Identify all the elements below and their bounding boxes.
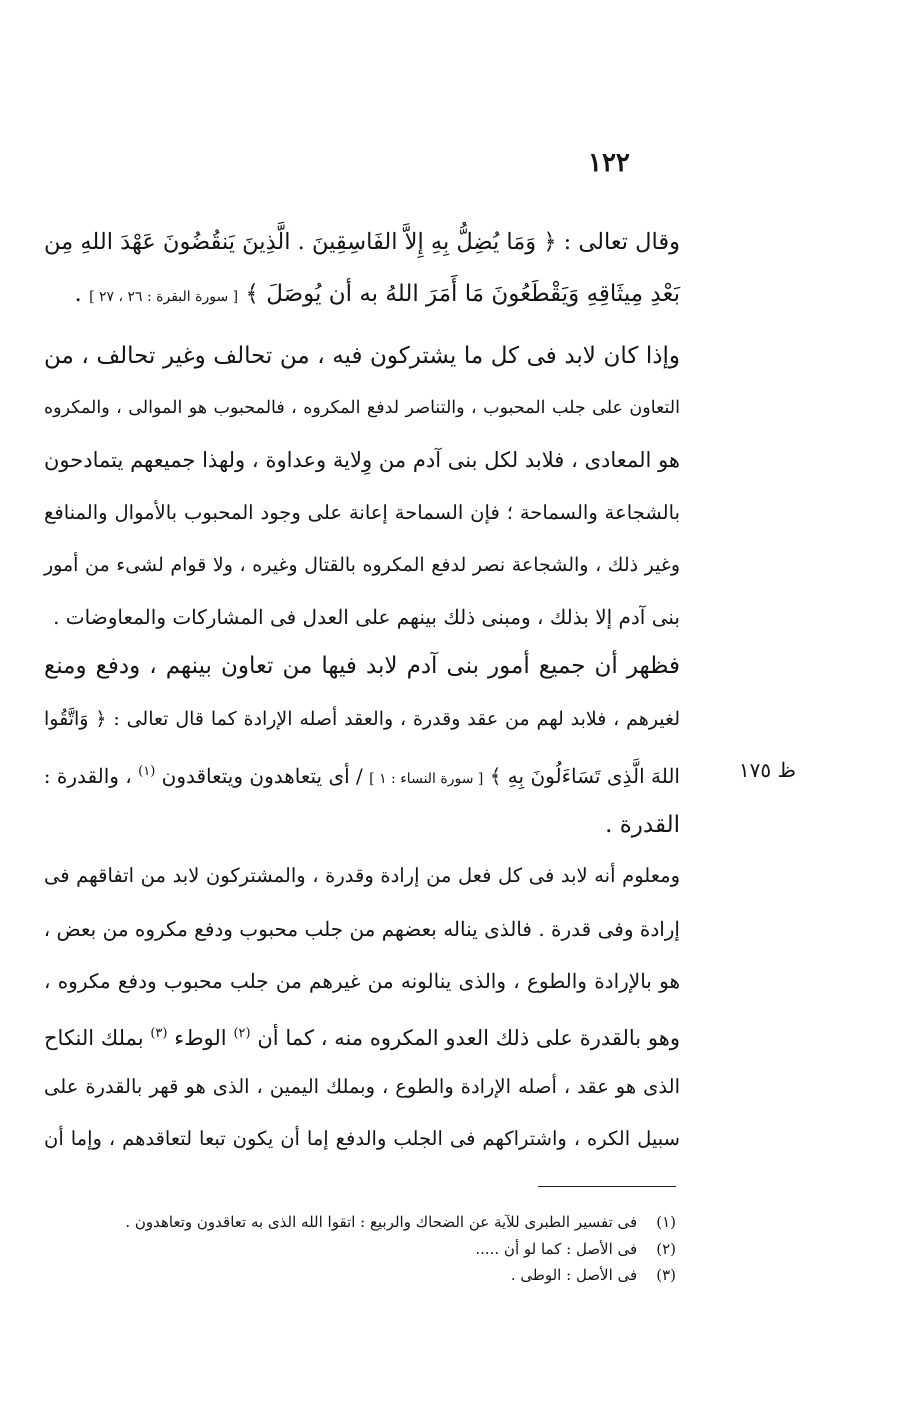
text-line: هو بالإرادة والطوع ، والذى ينالونه من غيرهم من جلب محبوب ودفع مكروه ، xyxy=(44,969,680,994)
footnotes xyxy=(40,1212,676,1292)
text-segment: وهو بالقدرة على ذلك العدو المكروه منه ، كما أن xyxy=(257,1026,681,1051)
text-segment: / أى يتعاهدون ويتعاقدون xyxy=(161,764,370,788)
text-line: وإذا كان لابد فى كل ما يشتركون فيه ، من تحالف وغير تحالف ، من xyxy=(44,343,680,369)
text-line: بنى آدم إلا بذلك ، ومبنى ذلك بينهم على العدل فى المشاركات والمعاوضات . xyxy=(53,604,680,629)
text-line: وغير ذلك ، والشجاعة نصر لدفع المكروه بالقتال وغيره ، ولا قوام لشىء من أمور xyxy=(44,553,680,576)
footnote xyxy=(40,1212,676,1232)
footnote-text: فى الأصل : الوطى . xyxy=(510,1266,638,1284)
text-line: التعاون على جلب المحبوب ، والتناصر لدفع المكروه ، فالمحبوب هو الموالى ، والمكروه xyxy=(44,398,680,419)
text-line: هو المعادى ، فلابد لكل بنى آدم من وِلاية وعداوة ، ولهذا جميعهم يتمادحون xyxy=(44,448,680,473)
text-line: الذى هو عقد ، أصله الإرادة والطوع ، وبملك اليمين ، الذى هو قهر بالقدرة على xyxy=(44,1074,680,1098)
footnote xyxy=(40,1239,676,1259)
footnote xyxy=(40,1265,676,1285)
text-line: بالشجاعة والسماحة ؛ فإن السماحة إعانة على وجود المحبوب بالأموال والمنافع xyxy=(44,500,680,524)
text-line xyxy=(44,758,680,786)
text-line xyxy=(44,1020,681,1051)
footnote-number: (٢) xyxy=(656,1239,676,1258)
paragraph-2 xyxy=(44,342,680,655)
footnote-text: فى الأصل : كما لو أن ..... xyxy=(475,1239,638,1258)
paragraph-4 xyxy=(44,862,680,1178)
text-line: إرادة وفى قدرة . فالذى يناله بعضهم من جلب محبوب ودفع مكروه من بعض ، xyxy=(43,916,680,941)
text-line: وقال تعالى : ﴿ وَمَا يُضِلُّ بِهِ إِلاَّ الفَاسِقِينَ . الَّذِينَ يَنقُضُونَ عَهْدَ اللهِ مِن xyxy=(44,229,680,255)
text-segment: . xyxy=(74,281,90,307)
text-line: سبيل الكره ، واشتراكهم فى الجلب والدفع إما أن يكون تبعا لتعاقدهم ، وإما أن xyxy=(44,1127,680,1151)
footnote-marker: (١) xyxy=(138,764,156,779)
text-segment: بَعْدِ مِيثَاقِهِ وَيَقْطَعُونَ مَا أَمَرَ اللهُ به أن يُوصَلَ ﴾ xyxy=(245,281,680,307)
text-line: ومعلوم أنه لابد فى كل فعل من إرادة وقدرة ، والمشتركون لابد من اتفاقهم فى xyxy=(44,864,680,887)
text-line xyxy=(44,280,680,308)
text-line: لغيرهم ، فلابد لهم من عقد وقدرة ، والعقد أصله الإرادة كما قال تعالى : ﴿ وَاتَّقُوا xyxy=(44,708,680,730)
paragraph-1 xyxy=(44,228,680,332)
text-segment: بملك النكاح xyxy=(44,1026,151,1051)
text-segment: اللهَ الَّذِى تَسَاءَلُونَ بِهِ ﴾ xyxy=(489,764,680,788)
quran-reference: [ سورة النساء : ١ ] xyxy=(369,771,484,787)
footnote-separator xyxy=(538,1186,676,1187)
paragraph-3 xyxy=(44,652,680,864)
footnote-number: (١) xyxy=(656,1213,676,1231)
text-line: القدرة . xyxy=(605,812,680,838)
footnote-marker: (٣) xyxy=(150,1026,168,1042)
quran-reference: [ سورة البقرة : ٢٦ ، ٢٧ ] xyxy=(89,289,239,305)
footnote-number: (٣) xyxy=(656,1266,676,1284)
text-segment: الوطء xyxy=(174,1026,234,1051)
text-line: فظهر أن جميع أمور بنى آدم لابد فيها من تعاون بينهم ، ودفع ومنع xyxy=(44,653,680,679)
footnote-text: فى تفسير الطبرى للآية عن الضحاك والربيع : اتقوا الله الذى به تعاقدون وتعاهدون . xyxy=(125,1213,638,1231)
margin-note: ظ ١٧٥ xyxy=(738,758,796,782)
footnote-marker: (٢) xyxy=(233,1026,251,1042)
text-segment: ، والقدرة : xyxy=(43,764,139,788)
page-number: ١٢٢ xyxy=(588,148,630,178)
